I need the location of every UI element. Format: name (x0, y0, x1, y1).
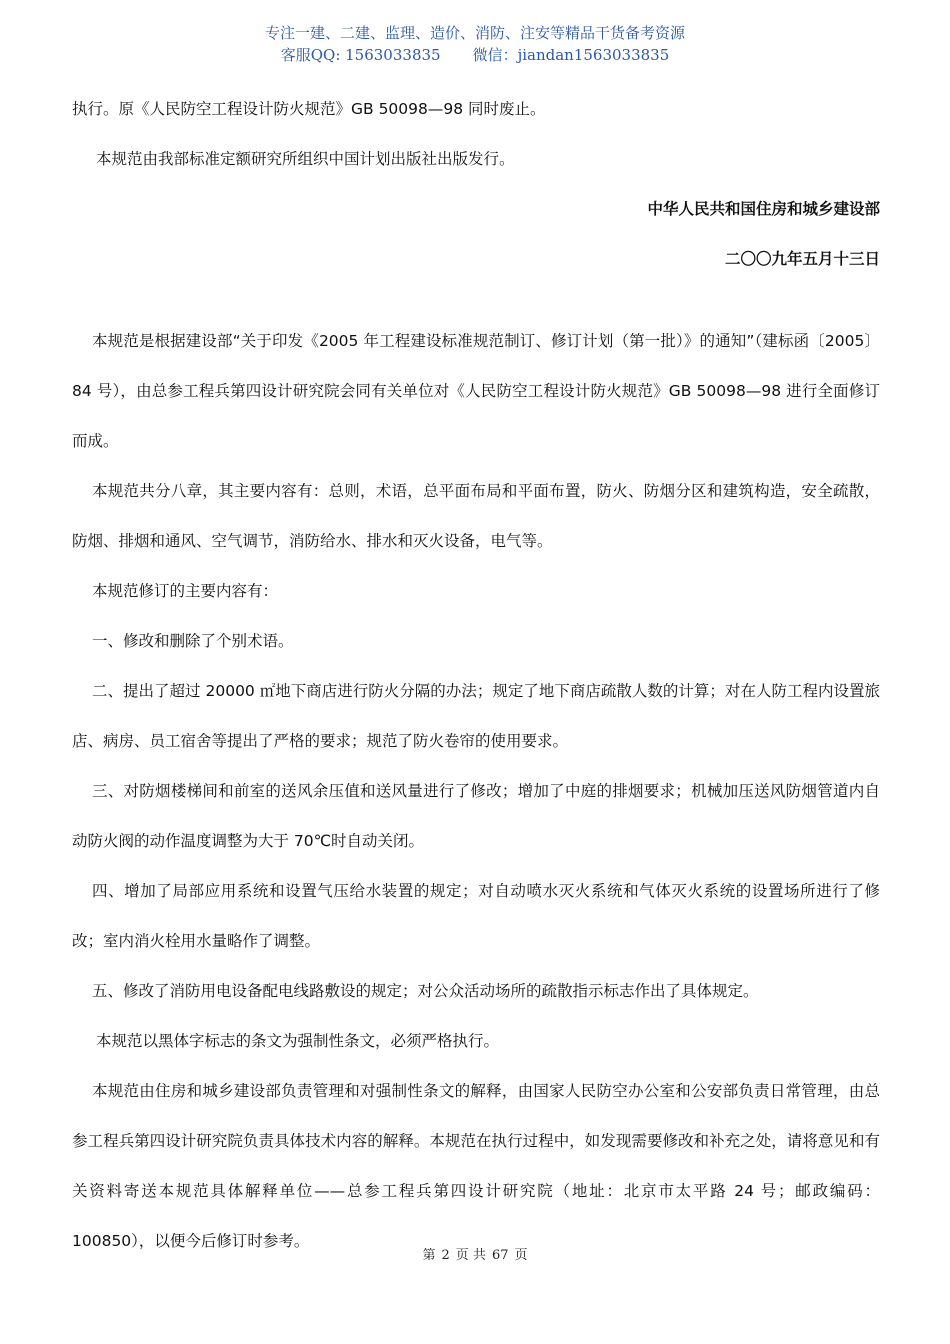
paragraph-revision-intro: 本规范修订的主要内容有： (92, 582, 279, 600)
paragraph-mandatory-clauses: 本规范以黑体字标志的条文为强制性条文，必须严格执行。 (96, 1032, 500, 1050)
revision-item-1: 一、修改和删除了个别术语。 (92, 632, 294, 650)
footer-prefix: 第 (422, 1248, 436, 1263)
paragraph-publisher: 本规范由我部标准定额研究所组织中国计划出版社出版发行。 (96, 150, 515, 168)
revision-item-5: 五、修改了消防用电设备配电线路敷设的规定；对公众活动场所的疏散指示标志作出了具体规定。 (92, 982, 759, 1000)
header-contact-line (0, 44, 950, 66)
revision-item-3: 三、对防烟楼梯间和前室的送风余压值和送风量进行了修改；增加了中庭的排烟要求；机械加压送风防烟管道内自动防火阀的动作温度调整为大于 70℃时自动关闭。 (72, 782, 880, 850)
page-header (0, 22, 950, 66)
header-wechat: 微信：jiandan1563033835 (472, 46, 670, 64)
section-spacer (72, 284, 880, 316)
issuer-signature: 中华人民共和国住房和城乡建设部 (647, 200, 880, 218)
document-body (72, 84, 880, 1266)
paragraph-administration: 本规范由住房和城乡建设部负责管理和对强制性条文的解释，由国家人民防空办公室和公安部负责日常管理，由总参工程兵第四设计研究院负责具体技术内容的解释。本规范在执行过程中，如发现需要修改和补充之处，请将意见和有关资料寄送本规范具体解释单位——总参工程兵第四设计研究院（地址：北京市太平路 24 号；邮政编码：100850），以便今后修订时参考。 (72, 1082, 880, 1250)
paragraph-abolish-notice: 执行。原《人民防空工程设计防火规范》GB 50098—98 同时废止。 (72, 100, 546, 118)
page-footer (0, 1246, 950, 1266)
paragraph-revision-basis: 本规范是根据建设部“关于印发《2005 年工程建设标准规范制订、修订计划（第一批）》的通知”（建标函〔2005〕84 号），由总参工程兵第四设计研究院会同有关单位对《人民防空工程设计防火规范》GB 50098—98 进行全面修订而成。 (72, 332, 880, 450)
footer-page-number: 2 (441, 1248, 450, 1263)
footer-middle: 页 共 (455, 1248, 486, 1263)
revision-item-4: 四、增加了局部应用系统和设置气压给水装置的规定；对自动喷水灭火系统和气体灭火系统的设置场所进行了修改；室内消火栓用水量略作了调整。 (72, 882, 880, 950)
header-qq: 客服QQ: 1563033835 (280, 46, 441, 64)
paragraph-chapters: 本规范共分八章，其主要内容有：总则，术语，总平面布局和平面布置，防火、防烟分区和建筑构造，安全疏散，防烟、排烟和通风、空气调节，消防给水、排水和灭火设备，电气等。 (72, 482, 880, 550)
footer-total-pages: 67 (491, 1248, 509, 1263)
revision-item-2: 二、提出了超过 20000 ㎡地下商店进行防火分隔的办法；规定了地下商店疏散人数的计算；对在人防工程内设置旅店、病房、员工宿舍等提出了严格的要求；规范了防火卷帘的使用要求。 (72, 682, 880, 750)
header-promo-line: 专注一建、二建、监理、造价、消防、注安等精品干货备考资源 (264, 24, 685, 42)
footer-suffix: 页 (514, 1248, 528, 1263)
issue-date: 二〇〇九年五月十三日 (724, 250, 880, 268)
